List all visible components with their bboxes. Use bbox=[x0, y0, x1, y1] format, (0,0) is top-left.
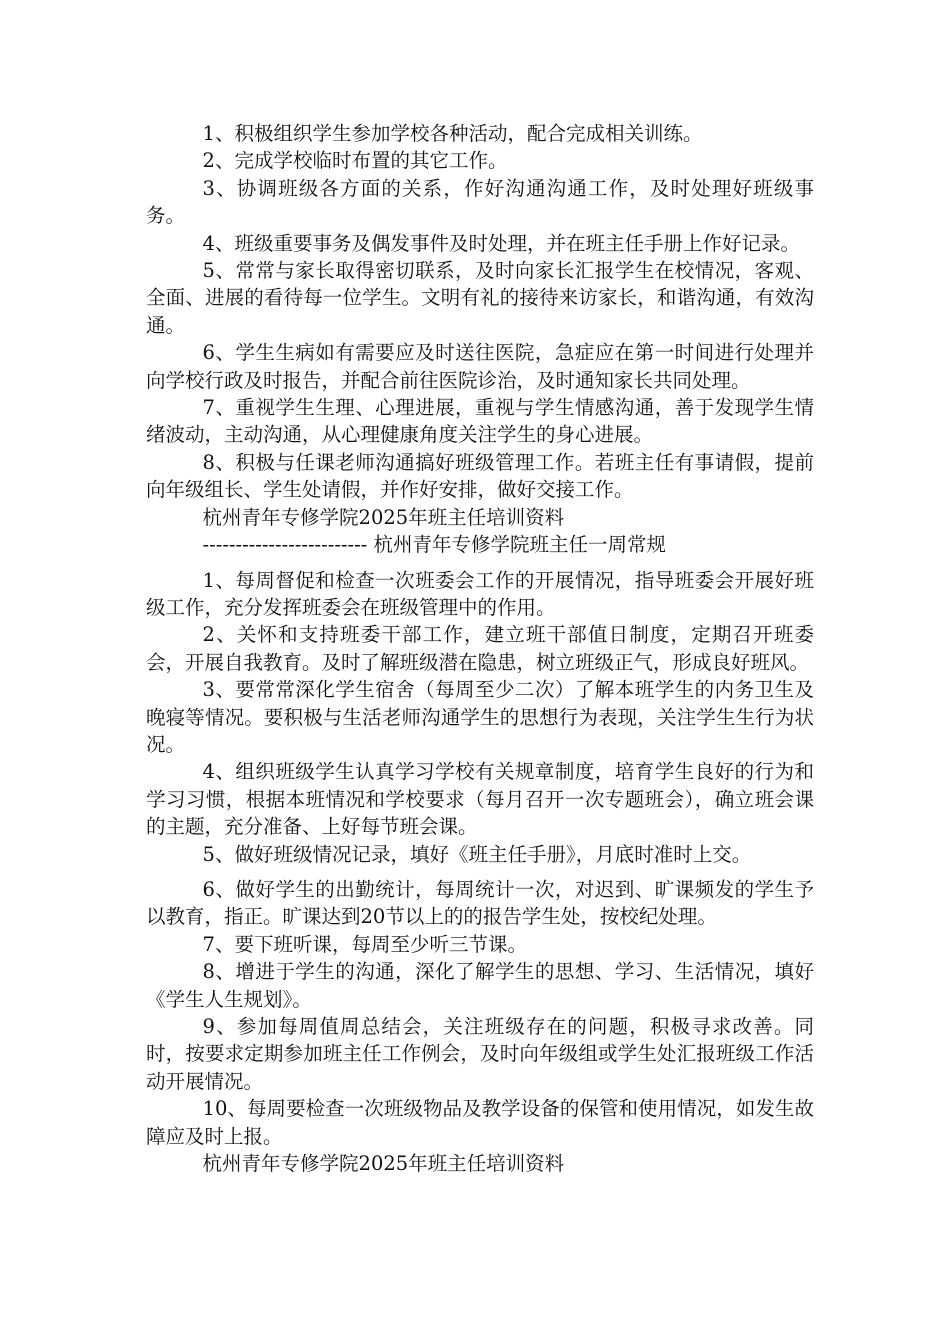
section-heading: ------------------------- 杭州青年专修学院班主任一周常规 bbox=[202, 533, 666, 557]
list-item: 10、每周要检查一次班级物品及教学设备的保管和使用情况，如发生故障应及时上报。 bbox=[146, 1097, 814, 1148]
list-item: 2、完成学校临时布置的其它工作。 bbox=[202, 149, 508, 173]
list-item: 8、增进于学生的沟通，深化了解学生的思想、学习、生活情况，填好《学生人生规划》。 bbox=[146, 960, 814, 1011]
list-item: 6、做好学生的出勤统计，每周统计一次，对迟到、旷课频发的学生予以教育，指正。旷课达到20节以上的的报告学生处，按校纪处理。 bbox=[146, 877, 814, 929]
page-footer-text: 杭州青年专修学院2025年班主任培训资料 bbox=[202, 1152, 565, 1176]
list-item: 4、班级重要事务及偶发事件及时处理，并在班主任手册上作好记录。 bbox=[202, 231, 800, 255]
list-item: 5、做好班级情况记录，填好《班主任手册》，月底时准时上交。 bbox=[202, 842, 752, 866]
list-item: 3、要常常深化学生宿舍（每周至少二次）了解本班学生的内务卫生及晚寝等情况。要积极与生活老师沟通学生的思想行为表现，关注学生生行为状况。 bbox=[146, 678, 814, 756]
list-item: 2、关怀和支持班委干部工作，建立班干部值日制度，定期召开班委会，开展自我教育。及时了解班级潜在隐患，树立班级正气，形成良好班风。 bbox=[146, 623, 814, 674]
list-item: 7、要下班听课，每周至少听三节课。 bbox=[202, 932, 527, 956]
list-item: 1、积极组织学生参加学校各种活动，配合完成相关训练。 bbox=[202, 122, 703, 145]
list-item: 9、参加每周值周总结会，关注班级存在的问题，积极寻求改善。同时，按要求定期参加班主任工作例会，及时向年级组或学生处汇报班级工作活动开展情况。 bbox=[146, 1015, 814, 1093]
list-item: 7、重视学生生理、心理进展，重视与学生情感沟通，善于发现学生情绪波动，主动沟通，从心理健康角度关注学生的身心进展。 bbox=[146, 396, 814, 447]
list-item: 1、每周督促和检查一次班委会工作的开展情况，指导班委会开展好班级工作，充分发挥班委会在班级管理中的作用。 bbox=[146, 568, 814, 619]
list-item: 4、组织班级学生认真学习学校有关规章制度，培育学生良好的行为和学习习惯，根据本班情况和学校要求（每月召开一次专题班会），确立班会课的主题，充分准备、上好每节班会课。 bbox=[146, 760, 814, 839]
list-item: 6、学生生病如有需要应及时送往医院，急症应在第一时间进行处理并向学校行政及时报告，并配合前往医院诊治，及时通知家长共同处理。 bbox=[146, 341, 814, 392]
list-item: 8、积极与任课老师沟通搞好班级管理工作。若班主任有事请假，提前向年级组长、学生处请假，并作好安排，做好交接工作。 bbox=[146, 450, 814, 502]
page-footer-text: 杭州青年专修学院2025年班主任培训资料 bbox=[202, 505, 565, 529]
document-page bbox=[146, 120, 814, 1177]
list-item: 3、协调班级各方面的关系，作好沟通沟通工作，及时处理好班级事务。 bbox=[146, 176, 814, 228]
list-item: 5、常常与家长取得密切联系，及时向家长汇报学生在校情况，客观、全面、进展的看待每一位学生。文明有礼的接待来访家长，和谐沟通，有效沟通。 bbox=[146, 259, 814, 337]
